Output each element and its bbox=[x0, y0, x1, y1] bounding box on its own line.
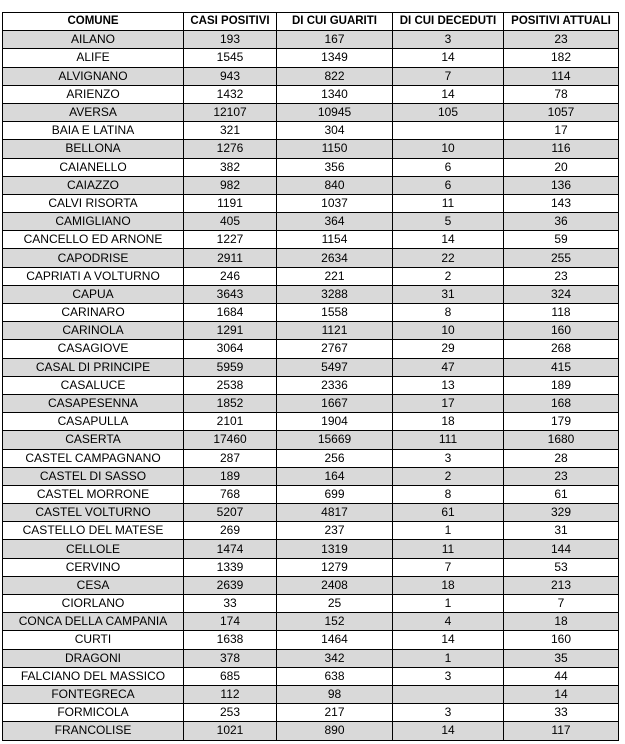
cell-deceduti: 7 bbox=[393, 558, 504, 576]
cell-casi-positivi: 269 bbox=[184, 522, 277, 540]
cell-casi-positivi: 287 bbox=[184, 449, 277, 467]
cell-positivi-attuali: 36 bbox=[504, 213, 619, 231]
table-row bbox=[3, 413, 619, 431]
table-row bbox=[3, 176, 619, 194]
cell-guariti: 638 bbox=[277, 667, 393, 685]
cell-positivi-attuali: 53 bbox=[504, 558, 619, 576]
cell-casi-positivi: 1432 bbox=[184, 85, 277, 103]
cell-casi-positivi: 253 bbox=[184, 704, 277, 722]
table-row bbox=[3, 449, 619, 467]
cell-deceduti: 6 bbox=[393, 158, 504, 176]
cell-deceduti: 47 bbox=[393, 358, 504, 376]
table-row bbox=[3, 194, 619, 212]
cell-comune: CARINARO bbox=[3, 304, 184, 322]
cell-positivi-attuali: 143 bbox=[504, 194, 619, 212]
cell-comune: CASTEL CAMPAGNANO bbox=[3, 449, 184, 467]
cell-positivi-attuali: 116 bbox=[504, 140, 619, 158]
cell-guariti: 699 bbox=[277, 485, 393, 503]
cell-casi-positivi: 1474 bbox=[184, 540, 277, 558]
cell-casi-positivi: 246 bbox=[184, 267, 277, 285]
cell-positivi-attuali: 182 bbox=[504, 49, 619, 67]
cell-casi-positivi: 982 bbox=[184, 176, 277, 194]
table-row bbox=[3, 213, 619, 231]
cell-guariti: 342 bbox=[277, 649, 393, 667]
cell-positivi-attuali: 28 bbox=[504, 449, 619, 467]
cell-positivi-attuali: 415 bbox=[504, 358, 619, 376]
cell-comune: CAMIGLIANO bbox=[3, 213, 184, 231]
cell-guariti: 1349 bbox=[277, 49, 393, 67]
table-row bbox=[3, 340, 619, 358]
cell-guariti: 1667 bbox=[277, 394, 393, 412]
header-casi-positivi: CASI POSITIVI bbox=[184, 13, 277, 31]
cell-guariti: 5497 bbox=[277, 358, 393, 376]
table-row bbox=[3, 649, 619, 667]
cell-deceduti: 61 bbox=[393, 504, 504, 522]
table-row bbox=[3, 704, 619, 722]
table-row bbox=[3, 631, 619, 649]
cell-deceduti: 13 bbox=[393, 376, 504, 394]
cell-casi-positivi: 321 bbox=[184, 122, 277, 140]
cell-deceduti: 14 bbox=[393, 49, 504, 67]
table-row bbox=[3, 522, 619, 540]
cell-casi-positivi: 112 bbox=[184, 685, 277, 703]
cell-guariti: 152 bbox=[277, 613, 393, 631]
cell-deceduti: 14 bbox=[393, 722, 504, 740]
table-row bbox=[3, 613, 619, 631]
table-row bbox=[3, 49, 619, 67]
cell-deceduti: 5 bbox=[393, 213, 504, 231]
table-row bbox=[3, 504, 619, 522]
cell-positivi-attuali: 14 bbox=[504, 685, 619, 703]
cell-positivi-attuali: 114 bbox=[504, 67, 619, 85]
cell-positivi-attuali: 329 bbox=[504, 504, 619, 522]
cell-positivi-attuali: 255 bbox=[504, 249, 619, 267]
cell-guariti: 3288 bbox=[277, 285, 393, 303]
cell-positivi-attuali: 59 bbox=[504, 231, 619, 249]
cell-positivi-attuali: 179 bbox=[504, 413, 619, 431]
cell-positivi-attuali: 1057 bbox=[504, 103, 619, 121]
cell-deceduti: 14 bbox=[393, 231, 504, 249]
cell-deceduti: 105 bbox=[393, 103, 504, 121]
cell-comune: CAPODRISE bbox=[3, 249, 184, 267]
cell-deceduti: 18 bbox=[393, 413, 504, 431]
cell-deceduti bbox=[393, 685, 504, 703]
cell-positivi-attuali: 136 bbox=[504, 176, 619, 194]
cell-casi-positivi: 1227 bbox=[184, 231, 277, 249]
table-row bbox=[3, 485, 619, 503]
cell-positivi-attuali: 168 bbox=[504, 394, 619, 412]
cell-comune: ALVIGNANO bbox=[3, 67, 184, 85]
cell-guariti: 1464 bbox=[277, 631, 393, 649]
cell-comune: CIORLANO bbox=[3, 595, 184, 613]
cell-casi-positivi: 1291 bbox=[184, 322, 277, 340]
cell-guariti: 2634 bbox=[277, 249, 393, 267]
cell-casi-positivi: 1339 bbox=[184, 558, 277, 576]
cell-guariti: 15669 bbox=[277, 431, 393, 449]
table-row bbox=[3, 140, 619, 158]
cell-deceduti: 6 bbox=[393, 176, 504, 194]
table-row bbox=[3, 285, 619, 303]
table-row bbox=[3, 358, 619, 376]
cell-deceduti: 10 bbox=[393, 140, 504, 158]
table-body bbox=[3, 31, 619, 740]
cell-casi-positivi: 174 bbox=[184, 613, 277, 631]
cell-deceduti: 10 bbox=[393, 322, 504, 340]
cell-casi-positivi: 3643 bbox=[184, 285, 277, 303]
cell-casi-positivi: 1276 bbox=[184, 140, 277, 158]
cell-deceduti: 2 bbox=[393, 467, 504, 485]
table-row bbox=[3, 376, 619, 394]
cell-positivi-attuali: 189 bbox=[504, 376, 619, 394]
cell-comune: FONTEGRECA bbox=[3, 685, 184, 703]
cell-deceduti: 18 bbox=[393, 576, 504, 594]
cell-guariti: 256 bbox=[277, 449, 393, 467]
cell-positivi-attuali: 213 bbox=[504, 576, 619, 594]
cell-guariti: 822 bbox=[277, 67, 393, 85]
cell-deceduti: 3 bbox=[393, 667, 504, 685]
header-row bbox=[3, 13, 619, 31]
table-row bbox=[3, 558, 619, 576]
cell-casi-positivi: 1191 bbox=[184, 194, 277, 212]
cell-comune: FALCIANO DEL MASSICO bbox=[3, 667, 184, 685]
cell-deceduti: 14 bbox=[393, 631, 504, 649]
cell-deceduti: 8 bbox=[393, 304, 504, 322]
cell-comune: CASAGIOVE bbox=[3, 340, 184, 358]
cell-comune: CASALUCE bbox=[3, 376, 184, 394]
cell-casi-positivi: 12107 bbox=[184, 103, 277, 121]
header-comune: COMUNE bbox=[3, 13, 184, 31]
cell-positivi-attuali: 144 bbox=[504, 540, 619, 558]
cell-positivi-attuali: 117 bbox=[504, 722, 619, 740]
cell-comune: BELLONA bbox=[3, 140, 184, 158]
cell-casi-positivi: 17460 bbox=[184, 431, 277, 449]
cell-positivi-attuali: 44 bbox=[504, 667, 619, 685]
header-di-cui-guariti: DI CUI GUARITI bbox=[277, 13, 393, 31]
cell-deceduti: 111 bbox=[393, 431, 504, 449]
table-row bbox=[3, 267, 619, 285]
table-row bbox=[3, 231, 619, 249]
cell-positivi-attuali: 160 bbox=[504, 322, 619, 340]
cell-positivi-attuali: 35 bbox=[504, 649, 619, 667]
cell-casi-positivi: 1021 bbox=[184, 722, 277, 740]
cell-deceduti bbox=[393, 122, 504, 140]
cell-positivi-attuali: 33 bbox=[504, 704, 619, 722]
cell-deceduti: 8 bbox=[393, 485, 504, 503]
table-row bbox=[3, 67, 619, 85]
cell-deceduti: 11 bbox=[393, 540, 504, 558]
cell-casi-positivi: 1638 bbox=[184, 631, 277, 649]
cell-deceduti: 14 bbox=[393, 85, 504, 103]
cell-comune: CESA bbox=[3, 576, 184, 594]
cell-casi-positivi: 768 bbox=[184, 485, 277, 503]
cell-comune: CALVI RISORTA bbox=[3, 194, 184, 212]
cell-guariti: 98 bbox=[277, 685, 393, 703]
cell-guariti: 1154 bbox=[277, 231, 393, 249]
cell-comune: ARIENZO bbox=[3, 85, 184, 103]
cell-deceduti: 11 bbox=[393, 194, 504, 212]
cell-casi-positivi: 378 bbox=[184, 649, 277, 667]
cell-guariti: 356 bbox=[277, 158, 393, 176]
cell-guariti: 1558 bbox=[277, 304, 393, 322]
cell-positivi-attuali: 1680 bbox=[504, 431, 619, 449]
table-row bbox=[3, 685, 619, 703]
cell-guariti: 4817 bbox=[277, 504, 393, 522]
cell-positivi-attuali: 18 bbox=[504, 613, 619, 631]
cell-guariti: 1319 bbox=[277, 540, 393, 558]
cell-guariti: 10945 bbox=[277, 103, 393, 121]
table-row bbox=[3, 103, 619, 121]
cell-casi-positivi: 2911 bbox=[184, 249, 277, 267]
table-row bbox=[3, 595, 619, 613]
cell-guariti: 1904 bbox=[277, 413, 393, 431]
cell-casi-positivi: 189 bbox=[184, 467, 277, 485]
cell-casi-positivi: 2538 bbox=[184, 376, 277, 394]
cell-comune: ALIFE bbox=[3, 49, 184, 67]
cell-guariti: 221 bbox=[277, 267, 393, 285]
cell-guariti: 1279 bbox=[277, 558, 393, 576]
cell-positivi-attuali: 61 bbox=[504, 485, 619, 503]
cell-positivi-attuali: 23 bbox=[504, 467, 619, 485]
cell-positivi-attuali: 160 bbox=[504, 631, 619, 649]
cell-comune: CERVINO bbox=[3, 558, 184, 576]
cell-comune: CASTEL MORRONE bbox=[3, 485, 184, 503]
cell-comune: CAPUA bbox=[3, 285, 184, 303]
cell-comune: CASTEL DI SASSO bbox=[3, 467, 184, 485]
cell-guariti: 217 bbox=[277, 704, 393, 722]
table-row bbox=[3, 322, 619, 340]
table-row bbox=[3, 31, 619, 49]
table-row bbox=[3, 722, 619, 740]
cell-comune: FORMICOLA bbox=[3, 704, 184, 722]
table-row bbox=[3, 667, 619, 685]
cell-guariti: 1150 bbox=[277, 140, 393, 158]
cell-guariti: 2408 bbox=[277, 576, 393, 594]
cell-deceduti: 1 bbox=[393, 595, 504, 613]
cell-comune: AVERSA bbox=[3, 103, 184, 121]
cell-positivi-attuali: 7 bbox=[504, 595, 619, 613]
cell-positivi-attuali: 20 bbox=[504, 158, 619, 176]
cell-deceduti: 3 bbox=[393, 449, 504, 467]
cell-guariti: 2336 bbox=[277, 376, 393, 394]
cell-comune: CASAPESENNA bbox=[3, 394, 184, 412]
cell-guariti: 364 bbox=[277, 213, 393, 231]
cell-casi-positivi: 193 bbox=[184, 31, 277, 49]
cell-casi-positivi: 5207 bbox=[184, 504, 277, 522]
table-row bbox=[3, 431, 619, 449]
cell-casi-positivi: 2639 bbox=[184, 576, 277, 594]
cell-guariti: 890 bbox=[277, 722, 393, 740]
cell-deceduti: 1 bbox=[393, 522, 504, 540]
cell-comune: DRAGONI bbox=[3, 649, 184, 667]
cell-comune: CANCELLO ED ARNONE bbox=[3, 231, 184, 249]
cell-guariti: 25 bbox=[277, 595, 393, 613]
cell-comune: FRANCOLISE bbox=[3, 722, 184, 740]
cell-guariti: 304 bbox=[277, 122, 393, 140]
cell-comune: BAIA E LATINA bbox=[3, 122, 184, 140]
cell-casi-positivi: 405 bbox=[184, 213, 277, 231]
cell-comune: AILANO bbox=[3, 31, 184, 49]
cell-casi-positivi: 1684 bbox=[184, 304, 277, 322]
cell-guariti: 164 bbox=[277, 467, 393, 485]
cell-guariti: 840 bbox=[277, 176, 393, 194]
cell-positivi-attuali: 118 bbox=[504, 304, 619, 322]
cell-guariti: 1037 bbox=[277, 194, 393, 212]
cell-guariti: 2767 bbox=[277, 340, 393, 358]
table-row bbox=[3, 540, 619, 558]
cell-deceduti: 29 bbox=[393, 340, 504, 358]
table-row bbox=[3, 122, 619, 140]
cell-casi-positivi: 382 bbox=[184, 158, 277, 176]
cell-comune: CASERTA bbox=[3, 431, 184, 449]
cell-comune: CAIAZZO bbox=[3, 176, 184, 194]
cell-casi-positivi: 33 bbox=[184, 595, 277, 613]
cell-deceduti: 4 bbox=[393, 613, 504, 631]
cell-comune: CASAPULLA bbox=[3, 413, 184, 431]
table-row bbox=[3, 576, 619, 594]
cell-comune: CAIANELLO bbox=[3, 158, 184, 176]
cell-casi-positivi: 2101 bbox=[184, 413, 277, 431]
header-di-cui-deceduti: DI CUI DECEDUTI bbox=[393, 13, 504, 31]
table-row bbox=[3, 158, 619, 176]
cell-guariti: 1340 bbox=[277, 85, 393, 103]
cell-deceduti: 22 bbox=[393, 249, 504, 267]
table-row bbox=[3, 249, 619, 267]
cell-comune: CONCA DELLA CAMPANIA bbox=[3, 613, 184, 631]
cell-casi-positivi: 943 bbox=[184, 67, 277, 85]
cell-guariti: 167 bbox=[277, 31, 393, 49]
cell-casi-positivi: 5959 bbox=[184, 358, 277, 376]
cell-guariti: 1121 bbox=[277, 322, 393, 340]
covid-cases-table bbox=[2, 12, 619, 741]
cell-casi-positivi: 3064 bbox=[184, 340, 277, 358]
cell-comune: CURTI bbox=[3, 631, 184, 649]
cell-casi-positivi: 685 bbox=[184, 667, 277, 685]
cell-positivi-attuali: 31 bbox=[504, 522, 619, 540]
cell-positivi-attuali: 268 bbox=[504, 340, 619, 358]
cell-comune: CASAL DI PRINCIPE bbox=[3, 358, 184, 376]
cell-deceduti: 7 bbox=[393, 67, 504, 85]
table-row bbox=[3, 85, 619, 103]
cell-positivi-attuali: 23 bbox=[504, 267, 619, 285]
cell-comune: CAPRIATI A VOLTURNO bbox=[3, 267, 184, 285]
cell-casi-positivi: 1545 bbox=[184, 49, 277, 67]
cell-deceduti: 2 bbox=[393, 267, 504, 285]
cell-deceduti: 1 bbox=[393, 649, 504, 667]
cell-guariti: 237 bbox=[277, 522, 393, 540]
cell-positivi-attuali: 324 bbox=[504, 285, 619, 303]
cell-comune: CARINOLA bbox=[3, 322, 184, 340]
table-row bbox=[3, 394, 619, 412]
table-row bbox=[3, 304, 619, 322]
cell-comune: CASTEL VOLTURNO bbox=[3, 504, 184, 522]
cell-positivi-attuali: 23 bbox=[504, 31, 619, 49]
cell-comune: CELLOLE bbox=[3, 540, 184, 558]
cell-deceduti: 3 bbox=[393, 31, 504, 49]
cell-positivi-attuali: 17 bbox=[504, 122, 619, 140]
table-row bbox=[3, 467, 619, 485]
cell-deceduti: 17 bbox=[393, 394, 504, 412]
cell-deceduti: 31 bbox=[393, 285, 504, 303]
cell-casi-positivi: 1852 bbox=[184, 394, 277, 412]
cell-comune: CASTELLO DEL MATESE bbox=[3, 522, 184, 540]
header-positivi-attuali: POSITIVI ATTUALI bbox=[504, 13, 619, 31]
cell-deceduti: 3 bbox=[393, 704, 504, 722]
cell-positivi-attuali: 78 bbox=[504, 85, 619, 103]
